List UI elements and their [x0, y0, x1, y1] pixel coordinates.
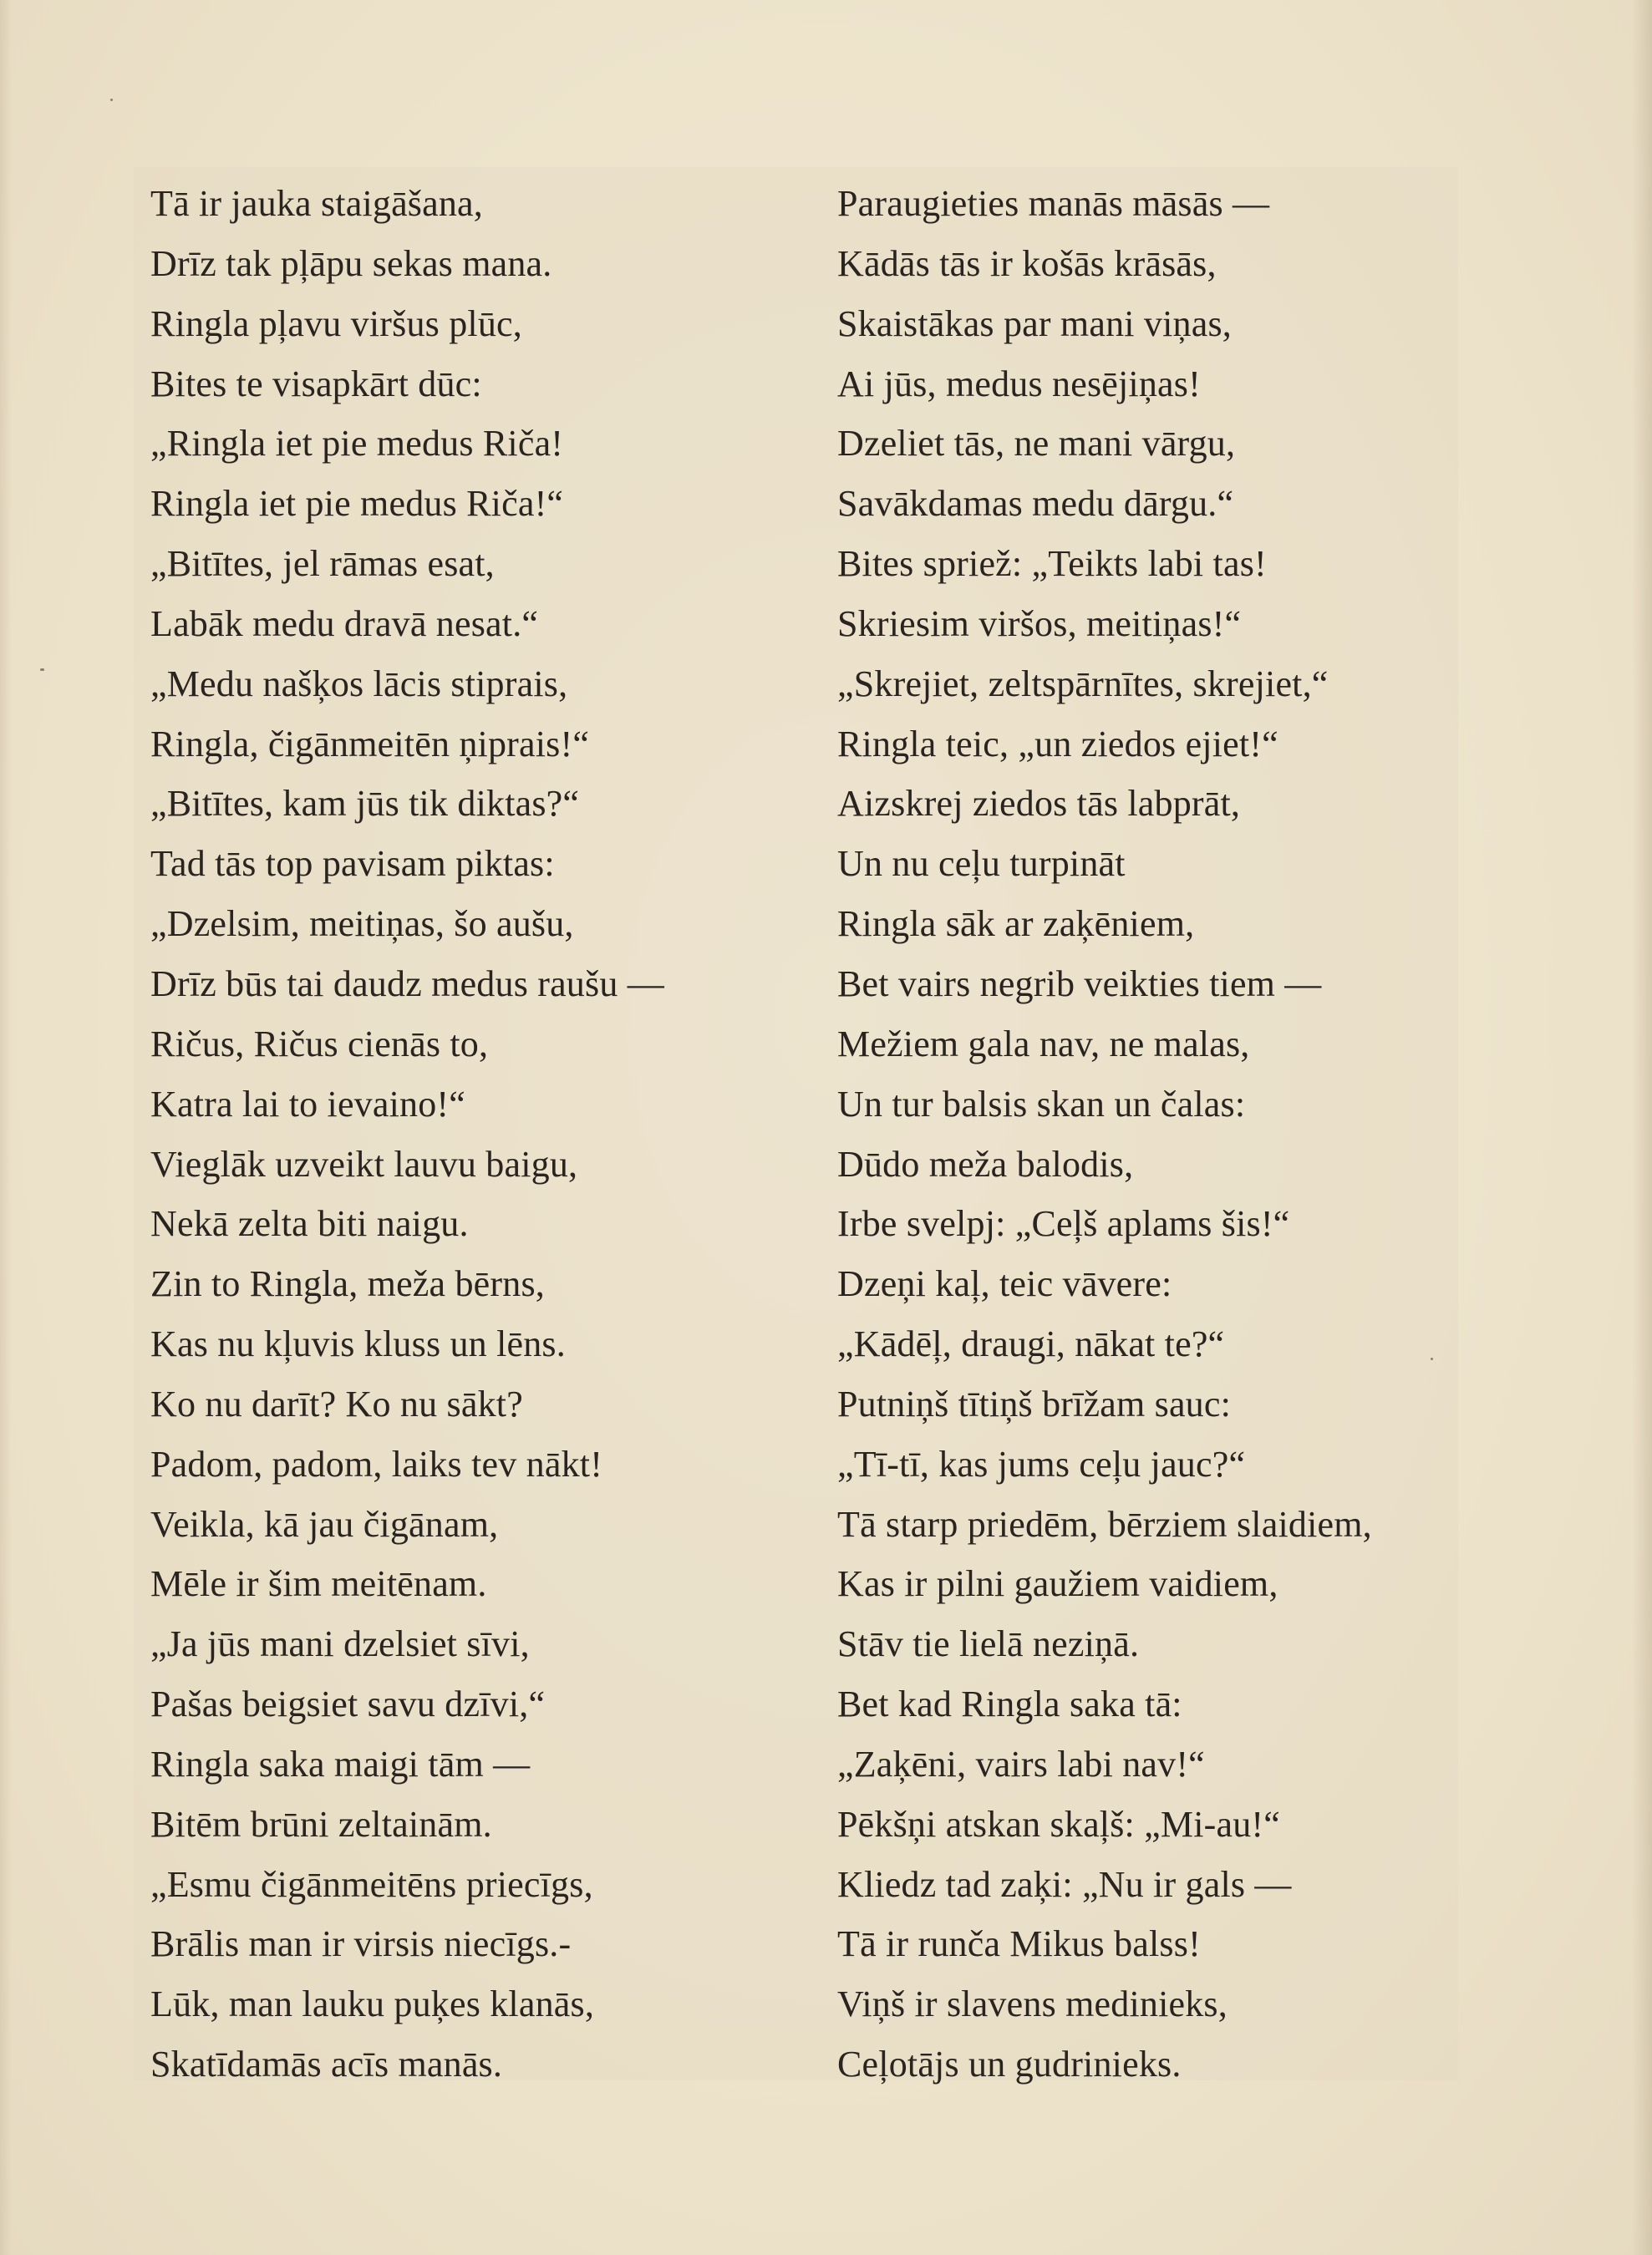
poem-line: „Skrejiet, zeltspārnītes, skrejiet,“	[837, 663, 1329, 704]
poem-line: Aizskrej ziedos tās labprāt,	[837, 783, 1241, 825]
poem-line: Stāv tie lielā neziņā.	[837, 1623, 1140, 1665]
poem-line: Mēle ir šim meitēnam.	[150, 1563, 487, 1605]
page-right-edge-shadow	[1632, 0, 1652, 2255]
poem-line: Skriesim viršos, meitiņas!“	[837, 602, 1242, 644]
poem-line: Dzeliet tās, ne mani vārgu,	[837, 423, 1236, 465]
poem-line: Tā ir runča Mikus balss!	[837, 1923, 1201, 1965]
poem-line: „Zaķēni, vairs labi nav!“	[837, 1743, 1205, 1785]
poem-line: Ceļotājs un gudrinieks.	[837, 2044, 1182, 2085]
page-left-edge-shadow	[0, 0, 12, 2255]
poem-line: Dūdo meža balodis,	[837, 1143, 1134, 1185]
poem-line: Ai jūs, medus nesējiņas!	[837, 363, 1201, 404]
poem-line: „Tī-tī, kas jums ceļu jauc?“	[837, 1443, 1246, 1485]
poem-line: Brālis man ir virsis niecīgs.-	[150, 1923, 572, 1965]
poem-line: Zin to Ringla, meža bērns,	[150, 1263, 545, 1305]
poem-line: Ringla pļavu viršus plūc,	[150, 302, 522, 344]
poem-line: Padom, padom, laiks tev nākt!	[150, 1443, 603, 1485]
poem-line: „Dzelsim, meitiņas, šo aušu,	[150, 903, 574, 945]
poem-line: Irbe svelpj: „Ceļš aplams šis!“	[837, 1203, 1290, 1245]
poem-left-column	[150, 174, 664, 2095]
poem-line: Bitēm brūni zeltainām.	[150, 1803, 492, 1845]
poem-line: Un tur balsis skan un čalas:	[837, 1083, 1246, 1125]
poem-line: Viņš ir slavens medinieks,	[837, 1983, 1228, 2025]
poem-line: „Bitītes, kam jūs tik diktas?“	[150, 783, 580, 825]
poem-line: Un nu ceļu turpināt	[837, 843, 1126, 885]
poem-line: Bites te visapkārt dūc:	[150, 363, 482, 404]
poem-line: Tad tās top pavisam piktas:	[150, 843, 555, 885]
poem-line: Tā starp priedēm, bērziem slaidiem,	[837, 1503, 1372, 1545]
paper-speck	[110, 99, 113, 101]
poem-line: Dzeņi kaļ, teic vāvere:	[837, 1263, 1172, 1305]
poem-line: „Bitītes, jel rāmas esat,	[150, 543, 495, 585]
poem-line: Kas nu kļuvis kluss un lēns.	[150, 1323, 566, 1365]
poem-line: „Esmu čigānmeitēns priecīgs,	[150, 1863, 593, 1905]
poem-line: Paraugieties manās māsās —	[837, 183, 1270, 224]
poem-line: Katra lai to ievaino!“	[150, 1083, 466, 1125]
poem-right-column	[837, 174, 1372, 2095]
poem-line: Nekā zelta biti naigu.	[150, 1203, 469, 1245]
poem-line: „Ja jūs mani dzelsiet sīvi,	[150, 1623, 530, 1665]
poem-line: Veikla, kā jau čigānam,	[150, 1503, 499, 1545]
poem-line: Ringla, čigānmeitēn ņiprais!“	[150, 723, 590, 764]
poem-line: Kādās tās ir košās krāsās,	[837, 242, 1217, 284]
poem-line: Lūk, man lauku puķes klanās,	[150, 1983, 595, 2025]
poem-line: Mežiem gala nav, ne malas,	[837, 1023, 1250, 1064]
poem-line: Ringla saka maigi tām —	[150, 1743, 531, 1785]
poem-line: Bites spriež: „Teikts labi tas!	[837, 543, 1267, 585]
poem-line: Pēkšņi atskan skaļš: „Mi-au!“	[837, 1803, 1281, 1845]
poem-line: Tā ir jauka staigāšana,	[150, 183, 483, 224]
poem-line: „Kādēļ, draugi, nākat te?“	[837, 1323, 1225, 1365]
poem-line: Skaistākas par mani viņas,	[837, 302, 1232, 344]
poem-line: Drīz tak pļāpu sekas mana.	[150, 242, 552, 284]
poem-line: Ričus, Ričus cienās to,	[150, 1023, 489, 1064]
poem-line: Ringla sāk ar zaķēniem,	[837, 903, 1195, 945]
poem-line: Bet kad Ringla saka tā:	[837, 1684, 1182, 1725]
poem-line: „Ringla iet pie medus Riča!	[150, 423, 564, 465]
poem-line: Kas ir pilni gaužiem vaidiem,	[837, 1563, 1278, 1605]
poem-line: Labāk medu dravā nesat.“	[150, 602, 539, 644]
poem-line: Ko nu darīt? Ko nu sākt?	[150, 1383, 523, 1425]
poem-line: Ringla teic, „un ziedos ejiet!“	[837, 723, 1278, 764]
poem-line: Kliedz tad zaķi: „Nu ir gals —	[837, 1863, 1292, 1905]
poem-line: Putniņš tītiņš brīžam sauc:	[837, 1383, 1232, 1425]
poem-line: Drīz būs tai daudz medus raušu —	[150, 962, 664, 1004]
paper-speck	[1431, 1358, 1433, 1360]
poem-line: Ringla iet pie medus Riča!“	[150, 483, 564, 525]
poem-line: Vieglāk uzveikt lauvu baigu,	[150, 1143, 578, 1185]
poem-line: „Medu našķos lācis stiprais,	[150, 663, 568, 704]
paper-speck	[40, 668, 44, 671]
poem-line: Bet vairs negrib veikties tiem —	[837, 962, 1322, 1004]
poem-line: Pašas beigsiet savu dzīvi,“	[150, 1684, 546, 1725]
poem-line: Skatīdamās acīs manās.	[150, 2044, 503, 2085]
poem-line: Savākdamas medu dārgu.“	[837, 483, 1234, 525]
